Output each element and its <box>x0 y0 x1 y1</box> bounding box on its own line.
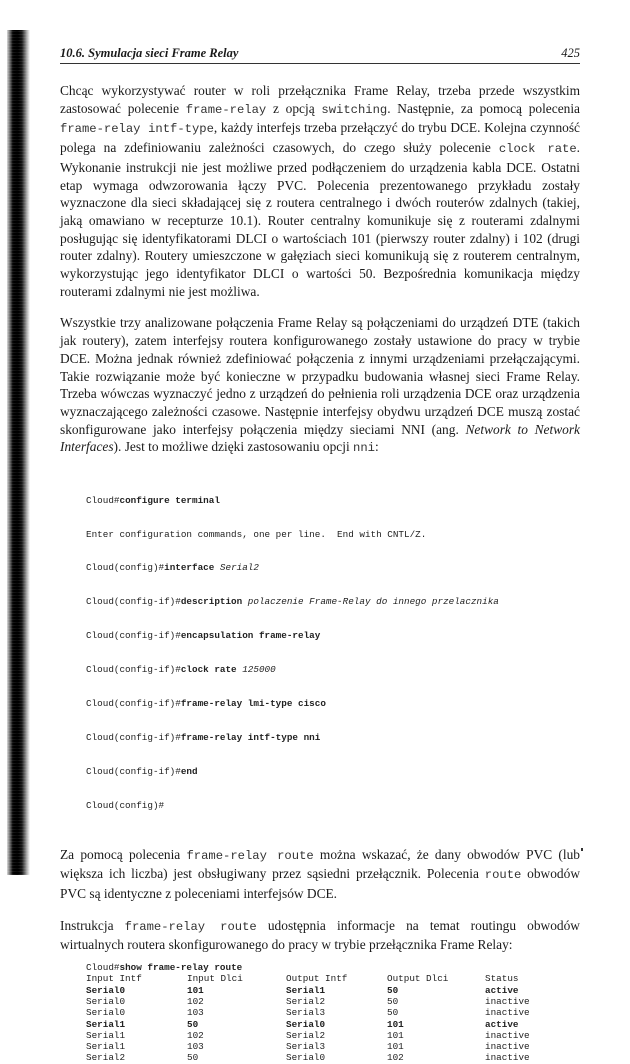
inline-code: route <box>484 868 522 883</box>
text: Chcąc wykorzystywać router w roli przełącznika Frame Relay, trzeba przede wszystkim zastosować polecenie <box>60 83 580 116</box>
listing-line: Cloud(config-if)#encapsulation frame-relay <box>86 630 321 642</box>
listing-line: Cloud(config)# <box>86 799 165 811</box>
table-row: Serial0 103 Serial3 50 inactive <box>86 1007 530 1019</box>
inline-code: frame-relay intf-type <box>60 122 214 137</box>
section-title: 10.6. Symulacja sieci Frame Relay <box>60 46 239 60</box>
listing-line: Cloud(config)#interface Serial2 <box>86 562 259 574</box>
page-number: 425 <box>561 46 580 60</box>
listing-line: Cloud(config-if)#frame-relay intf-type nni <box>86 731 321 743</box>
table-row: Serial2 50 Serial0 102 inactive <box>86 1052 530 1064</box>
table-header: Input Intf Input Dlci Output Intf Output Dlci Status <box>86 973 519 985</box>
text: Instrukcja <box>60 917 125 933</box>
scan-speck <box>581 848 583 851</box>
text: Za pomocą polecenia <box>60 846 187 862</box>
text: . Wykonanie instrukcji nie jest możliwe przed podłączeniem do urządzenia kabla DCE. Ostatni etap wymaga odwzorowania łączy PVC. Polecenia prezentowanego przykładu zostały wyznaczone dla sieci składającej się z routera centralnego i dwóch routerów zdalnych (takiej, jaką omawiano w recepturze 10.1). Router centralny komunikuje się z routerami zdalnymi posługując się identyfikatorami DLCI o wartościach 101 (pierwszy router zdalny) i 102 (drugi router zdalny). Routery umieszczone w gałęziach sieci komunikują się z routerem centralnym, wykorzystując jego identyfikator DLCI o wartości 50. Bezpośrednia komunikacja między routerami zdalnymi nie jest możliwa. <box>60 140 580 299</box>
scan-binding-shadow <box>7 30 30 875</box>
paragraph-route-command <box>60 846 580 903</box>
listing-line: Cloud#configure terminal <box>86 494 220 506</box>
config-listing <box>86 472 580 834</box>
table-row: Serial1 50 Serial0 101 active <box>86 1018 519 1030</box>
text: , każdy interfejs trzeba przełączyć do trybu DCE. Kolejna czynność polega na zdefiniowaniu zależności czasowych, do czego służy polecenie <box>60 120 580 156</box>
page-body <box>60 82 580 1064</box>
listing-line: Cloud(config-if)#clock rate 125000 <box>86 664 276 676</box>
table-row: Serial0 101 Serial1 50 active <box>86 984 519 996</box>
inline-code: clock rate <box>498 142 577 157</box>
emphasis: Network to Network Interfaces <box>60 421 580 455</box>
listing-line: Enter configuration commands, one per line. End with CNTL/Z. <box>86 528 427 540</box>
text: . Następnie, za pomocą polecenia <box>387 100 580 116</box>
inline-code: switching <box>321 102 388 117</box>
text: z opcją <box>266 100 322 116</box>
inline-code: frame-relay <box>185 102 267 117</box>
text: udostępnia informacje na temat routingu obwodów wirtualnych routera skonfigurowanego do pracy w trybie przełącznika Frame Relay: <box>60 917 580 953</box>
table-row: Serial1 103 Serial3 101 inactive <box>86 1041 530 1053</box>
listing-line: Cloud(config-if)#end <box>86 765 198 777</box>
frame-relay-route-table <box>86 962 530 1064</box>
text: obwodów PVC są identyczne z poleceniami interfejsów DCE. <box>60 866 580 901</box>
text: Wszystkie trzy analizowane połączenia Frame Relay są połączeniami do urządzeń DTE (takich jak routery), zatem interfejsy routera konfigurowanego zostały ustawione do pracy w trybie DCE. Można jednak również zdefiniować połączenia z innymi urządzeniami przełączającymi. Takie rozwiązanie może być konieczne w przypadku budowania własnej sieci Frame Relay. Trzeba wówczas wyznaczyć jedno z urządzeń do pełnienia roli urządzenia DCE oraz urządzenia wyznaczającego zależności czasowe. Następnie interfejsy obydwu urządzeń DCE muszą zostać skonfigurowane jako interfejsy połączenia między sieciami NNI (ang. <box>60 315 580 437</box>
text: ). Jest to możliwe dzięki zastosowaniu opcji <box>113 439 354 455</box>
table-row: Serial1 102 Serial2 101 inactive <box>86 1029 530 1041</box>
inline-code: nni <box>353 441 375 456</box>
listing-line: Cloud(config-if)#frame-relay lmi-type cisco <box>86 698 326 709</box>
inline-code: frame-relay route <box>124 919 257 934</box>
inline-code: frame-relay route <box>186 848 314 863</box>
running-header <box>60 40 580 64</box>
paragraph-switching-intro <box>60 82 580 300</box>
listing-line: Cloud(config-if)#description polaczenie Frame-Relay do innego przelacznika <box>86 596 499 608</box>
paragraph-nni <box>60 314 580 458</box>
paragraph-show-route <box>60 917 580 954</box>
text: można wskazać, że dany obwodów PVC (lub większa ich liczba) jest obsługiwany przez sąsiedni przełącznik. Polecenia <box>60 846 580 882</box>
table-row: Serial0 102 Serial2 50 inactive <box>86 995 530 1007</box>
text: : <box>375 439 379 455</box>
command-line: Cloud#show frame-relay route <box>86 962 243 974</box>
